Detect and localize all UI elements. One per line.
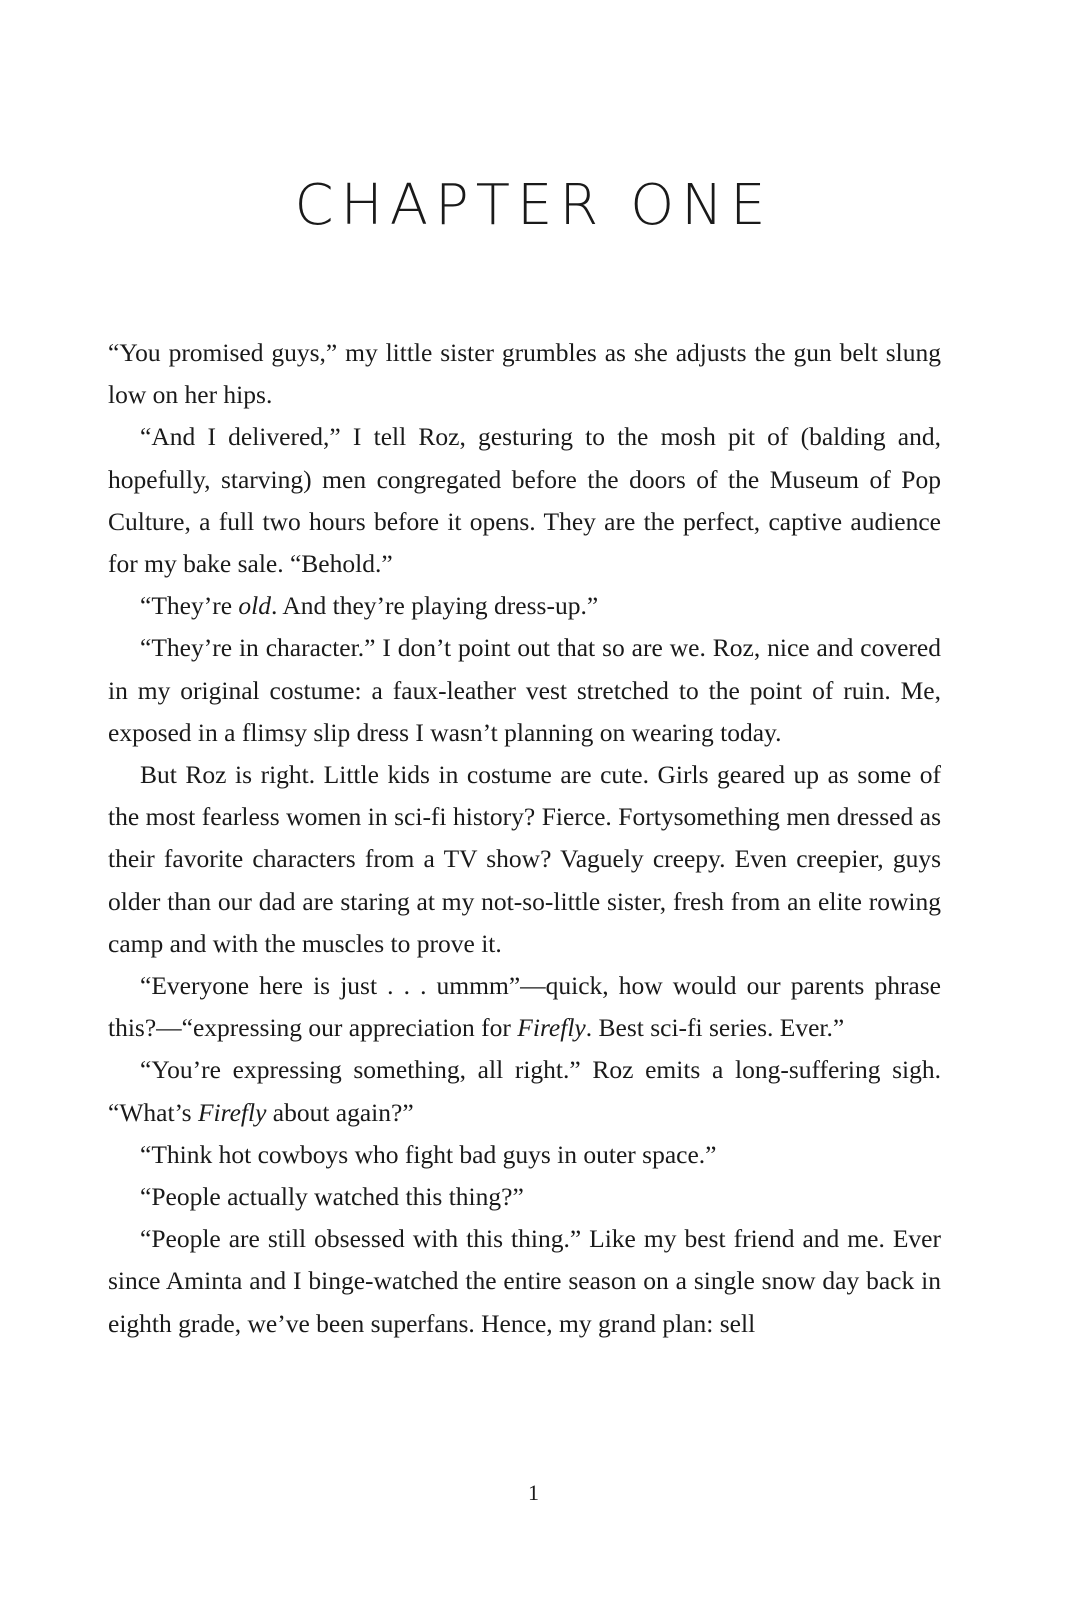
italic-text-segment: Firefly bbox=[517, 1013, 586, 1043]
text-segment: “You promised guys,” my little sister grumbles as she adjusts the gun belt slung low on her hips. bbox=[108, 338, 941, 410]
text-segment: “People actually watched this thing?” bbox=[140, 1182, 524, 1212]
italic-text-segment: old bbox=[238, 591, 271, 621]
paragraph bbox=[108, 416, 941, 585]
paragraph bbox=[108, 1049, 941, 1133]
text-segment: . And they’re playing dress-up.” bbox=[270, 591, 599, 621]
page-number: 1 bbox=[528, 1480, 539, 1505]
chapter-body bbox=[108, 332, 941, 1345]
text-segment: But Roz is right. Little kids in costume are cute. Girls geared up as some of the most fearless women in sci-fi history? Fierce. Fortysomething men dressed as their favorite characters from a TV show? Vaguely creepy. Even creepier, guys older than our dad are staring at my not-so-little sister, fresh from an elite rowing camp and with the muscles to prove it. bbox=[108, 760, 941, 958]
paragraph bbox=[108, 965, 941, 1049]
paragraph bbox=[108, 754, 941, 965]
paragraph bbox=[108, 627, 941, 754]
paragraph bbox=[108, 1218, 941, 1345]
paragraph bbox=[108, 1134, 941, 1176]
text-segment: “People are still obsessed with this thing.” Like my best friend and me. Ever since Aminta and I binge-watched the entire season on a single snow day back in eighth grade, we’ve been superfans. Hence, my grand plan: sell bbox=[108, 1224, 941, 1338]
paragraph bbox=[108, 1176, 941, 1218]
text-segment: “They’re bbox=[140, 591, 239, 621]
text-segment: “They’re in character.” I don’t point out that so are we. Roz, nice and covered in my original costume: a faux-leather vest stretched to the point of ruin. Me, exposed in a flimsy slip dress I wasn’t planning on wearing today. bbox=[108, 633, 941, 747]
text-segment: “Think hot cowboys who fight bad guys in outer space.” bbox=[140, 1139, 717, 1169]
text-segment: about again?” bbox=[266, 1097, 414, 1127]
text-segment: “Everyone here is just . . . ummm”—quick, how would our parents phrase this?—“expressing our appreciation for bbox=[108, 971, 941, 1043]
text-segment: “And I delivered,” I tell Roz, gesturing to the mosh pit of (balding and, hopefully, starving) men congregated before the doors of the Museum of Pop Culture, a full two hours before it opens. They are the perfect, captive audience for my bake sale. “Behold.” bbox=[108, 422, 941, 579]
paragraph bbox=[108, 585, 941, 627]
italic-text-segment: Firefly bbox=[197, 1097, 267, 1127]
chapter-title: CHAPTER ONE bbox=[294, 173, 773, 238]
paragraph bbox=[108, 332, 941, 416]
text-segment: . Best sci-fi series. Ever.” bbox=[585, 1013, 845, 1043]
text-segment: “You’re expressing something, all right.” Roz emits a long-suffering sigh. “What’s bbox=[108, 1055, 941, 1127]
